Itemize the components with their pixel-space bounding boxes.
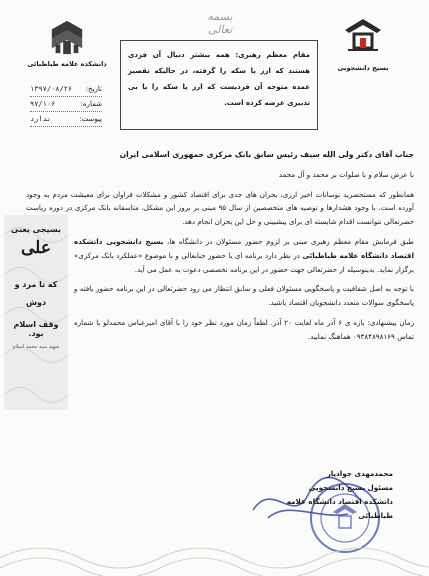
meta-number [30, 97, 102, 112]
bottom-ornament [0, 528, 429, 576]
side-panel-line2: علی [21, 238, 51, 258]
side-panel-line4: وقف اسلام بود. [13, 320, 59, 338]
signer-organization: دانشکده اقتصاد دانشگاه علامه طباطبائی [286, 497, 393, 520]
signature-block [275, 467, 393, 523]
meta-attachment-label: پیوست: [79, 115, 102, 123]
meta-date-value: ۱۳۹۷/۰۸/۲۶ [30, 85, 73, 93]
meta-date-label: تاریخ: [85, 85, 102, 93]
meta-number-value: ۹۷/۱۰۶ [30, 100, 56, 108]
paragraph-2 [26, 235, 414, 276]
paragraph-1: همانطور که مستحضرید نوسانات اخیر ارزی، بحران های جدی برای اقتصاد کشور و مشکلات فراوان برای معیشت مردم به وجود آورده است. با وجود هشدارها و توصیه های متخصصین از سال ۹۵ مبنی بر بروز این مشکل، متاسفانه بانک مرکزی در دوره ریاست حضرتعالی نتوانست اقدام شایسته ای برای پیشبینی و حل این بحران انجام دهد. [26, 189, 414, 227]
paragraph-3: با توجه به اصل شفافیت و پاسخگویی مسئولان فعلی و سابق انتظار می رود حضرتعالی در این برنامه حضور یافته و پاسخگوی سوالات متعدد دانشجویان اقتصاد باشید. [74, 284, 414, 308]
basij-logo [342, 16, 384, 56]
meta-attachment [30, 112, 102, 127]
university-logo [48, 18, 86, 56]
basij-logo-caption: بسیج دانشجویی [337, 64, 389, 72]
salutation: با عرض سلام و با صلوات بر محمد و آل محمد [278, 169, 414, 179]
side-panel-line3: که تا مرد و دوش [14, 280, 58, 307]
paragraph-2-bold: بسیج دانشجویی دانشکده اقتصاد دانشگاه علامه طباطبائی [74, 236, 414, 260]
side-panel-line5: شهید سید محمد اسلام [12, 344, 60, 350]
signer-name: محمدمهدی جوادیار [326, 469, 393, 478]
letter-body [26, 148, 414, 350]
paragraph-4: زمان پیشنهادی: بازه ی ۶ آذر ماه لغایت ۲۰ آذر. لطفاً زمان مورد نظر خود را با آقای امیرعباس محمدلو با شماره تماس ۰۹۳۸۴۸۹۸۱۶۹ هماهنگ نمایید. [74, 317, 415, 341]
addressee: جناب آقای دکتر ولی الله سیف رئیس سابق بانک مرکزی جمهوری اسلامی ایران [119, 150, 414, 159]
university-logo-caption: دانشکده علامه طباطبائی [27, 60, 107, 68]
leader-quote-box: مقام معظم رهبری: همه بیشتر دنبال آن فردی هستند که ارز یا سکه را گرفته، در حالیکه تقصیر عمده متوجه آن فردیست که ارز یا سکه را با بی تدبیری عرضه کرده است. [120, 40, 318, 130]
meta-date [30, 82, 102, 97]
signer-title: مسئول بسیج دانشجویی [308, 483, 393, 492]
paragraph-2-start: طبق فرمایش مقام معظم رهبری مبنی بر لزوم حضور مسئولان در دانشگاه ها، [163, 236, 414, 246]
meta-number-label: شماره: [80, 100, 102, 108]
bismillah-calligraphy: بسمه تعالی [207, 10, 233, 36]
letter-meta [30, 82, 102, 127]
meta-attachment-value: ندارد [30, 115, 52, 123]
side-panel-line1: بسیجی یعنی [11, 225, 61, 234]
paragraph-2-end: در نظر دارد برنامه ای با حضور جنابعالی و با موضوع «عملکرد بانک مرکزی» برگزار نماید. بدینوسیله از حضرتعالی جهت حضور در این برنامه تخصصی دعوت به عمل می آید. [74, 250, 414, 274]
